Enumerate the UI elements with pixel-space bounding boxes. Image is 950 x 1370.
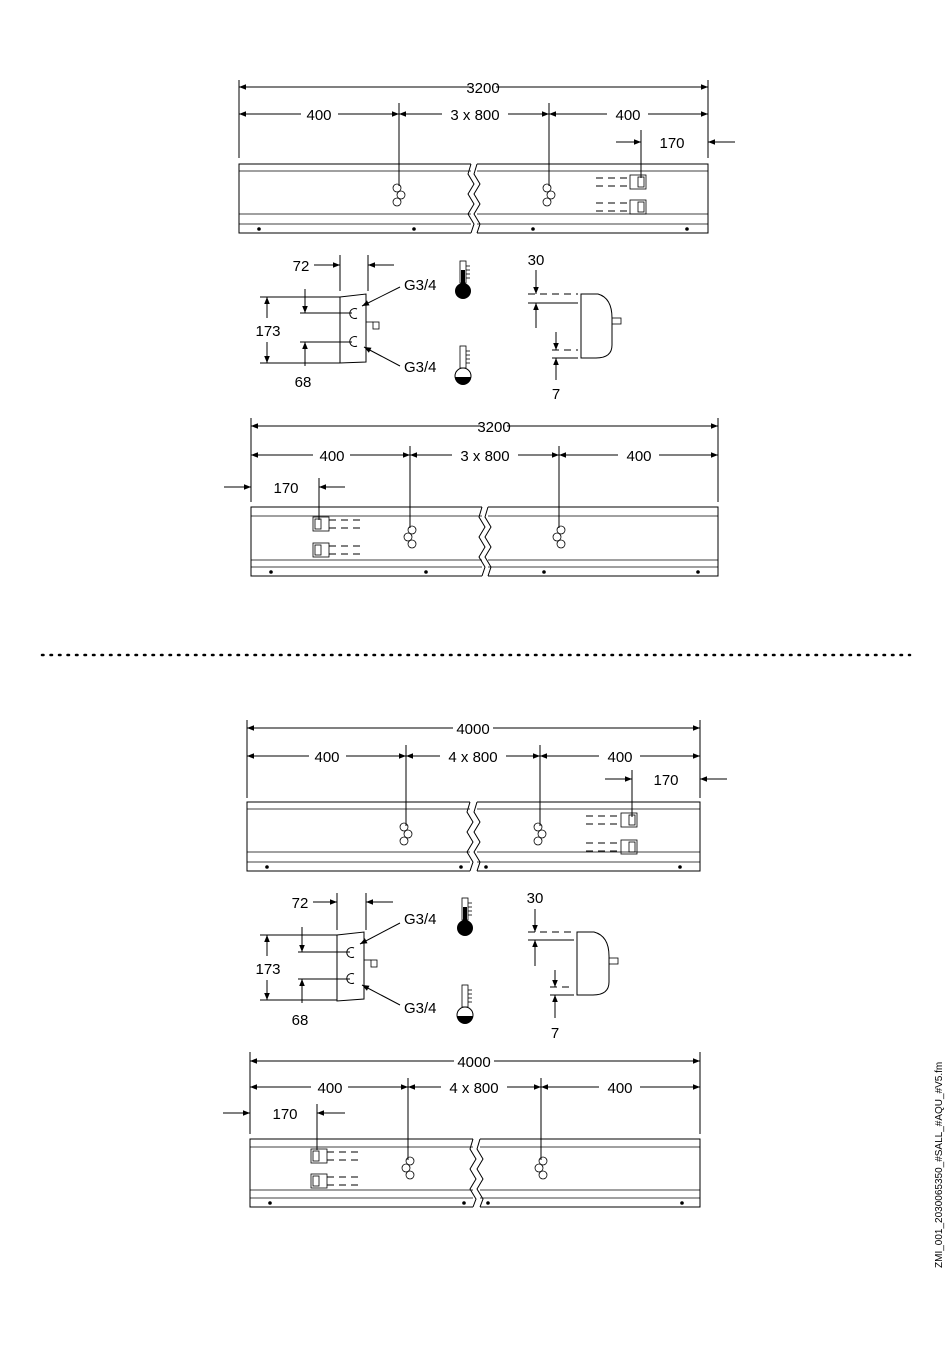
offset-label: 170	[273, 480, 299, 497]
left-span-label: 400	[317, 1080, 343, 1097]
profile-bottom-label: 7	[551, 386, 561, 403]
bottom-view-dimensions	[223, 1052, 700, 1160]
thermometer-hot-icon	[455, 261, 471, 299]
middle-span-label: 3 x 800	[460, 448, 510, 465]
trough-profile-view	[528, 252, 621, 403]
bracket-height-label: 173	[255, 961, 281, 978]
inlet-bottom-label: G3/4	[404, 1000, 437, 1017]
bracket-lower-label: 68	[291, 1012, 309, 1029]
left-span-label: 400	[319, 448, 345, 465]
left-span-label: 400	[314, 749, 340, 766]
middle-span-label: 3 x 800	[450, 107, 500, 124]
wash-trough-bottom-view	[251, 507, 718, 576]
total-length-label: 3200	[477, 419, 511, 436]
tap-connections	[596, 175, 646, 214]
section-3200	[224, 80, 735, 576]
total-length-label: 4000	[456, 721, 490, 738]
bottom-view-dimensions	[224, 418, 718, 528]
right-span-label: 400	[615, 107, 641, 124]
bracket-side-view	[255, 893, 436, 1029]
section-4000	[223, 720, 727, 1207]
inlet-bottom-label: G3/4	[404, 359, 437, 376]
right-span-label: 400	[607, 749, 633, 766]
bracket-width-label: 72	[291, 895, 309, 912]
inlet-top-label: G3/4	[404, 277, 437, 294]
bracket-side-view	[255, 255, 436, 391]
profile-bottom-label: 7	[550, 1025, 560, 1042]
profile-top-label: 30	[526, 890, 544, 907]
file-reference: ZMI_001_2030065350_#SALL_#AQU_#V5.fm	[934, 1061, 945, 1268]
offset-label: 170	[272, 1106, 298, 1123]
tap-connections	[311, 1149, 362, 1188]
middle-span-label: 4 x 800	[448, 749, 498, 766]
left-span-label: 400	[306, 107, 332, 124]
thermometer-cold-icon	[455, 346, 471, 385]
total-length-label: 3200	[466, 80, 500, 97]
thermometer-cold-icon	[457, 985, 473, 1024]
bracket-width-label: 72	[292, 258, 310, 275]
thermometer-hot-icon	[457, 898, 473, 936]
top-view-dimensions	[239, 80, 735, 186]
wash-trough-top-view	[239, 164, 708, 233]
inlet-top-label: G3/4	[404, 911, 437, 928]
right-span-label: 400	[626, 448, 652, 465]
trough-profile-view	[527, 890, 618, 1042]
offset-label: 170	[653, 772, 679, 789]
right-span-label: 400	[607, 1080, 633, 1097]
tap-connections	[313, 517, 364, 557]
bracket-height-label: 173	[255, 323, 281, 340]
profile-top-label: 30	[527, 252, 545, 269]
top-view-dimensions	[247, 720, 727, 826]
mounting-holes	[393, 184, 555, 206]
offset-label: 170	[659, 135, 685, 152]
bracket-lower-label: 68	[294, 374, 312, 391]
wash-trough-bottom-view	[250, 1139, 700, 1207]
total-length-label: 4000	[457, 1054, 491, 1071]
tap-connections	[586, 813, 637, 854]
middle-span-label: 4 x 800	[449, 1080, 499, 1097]
